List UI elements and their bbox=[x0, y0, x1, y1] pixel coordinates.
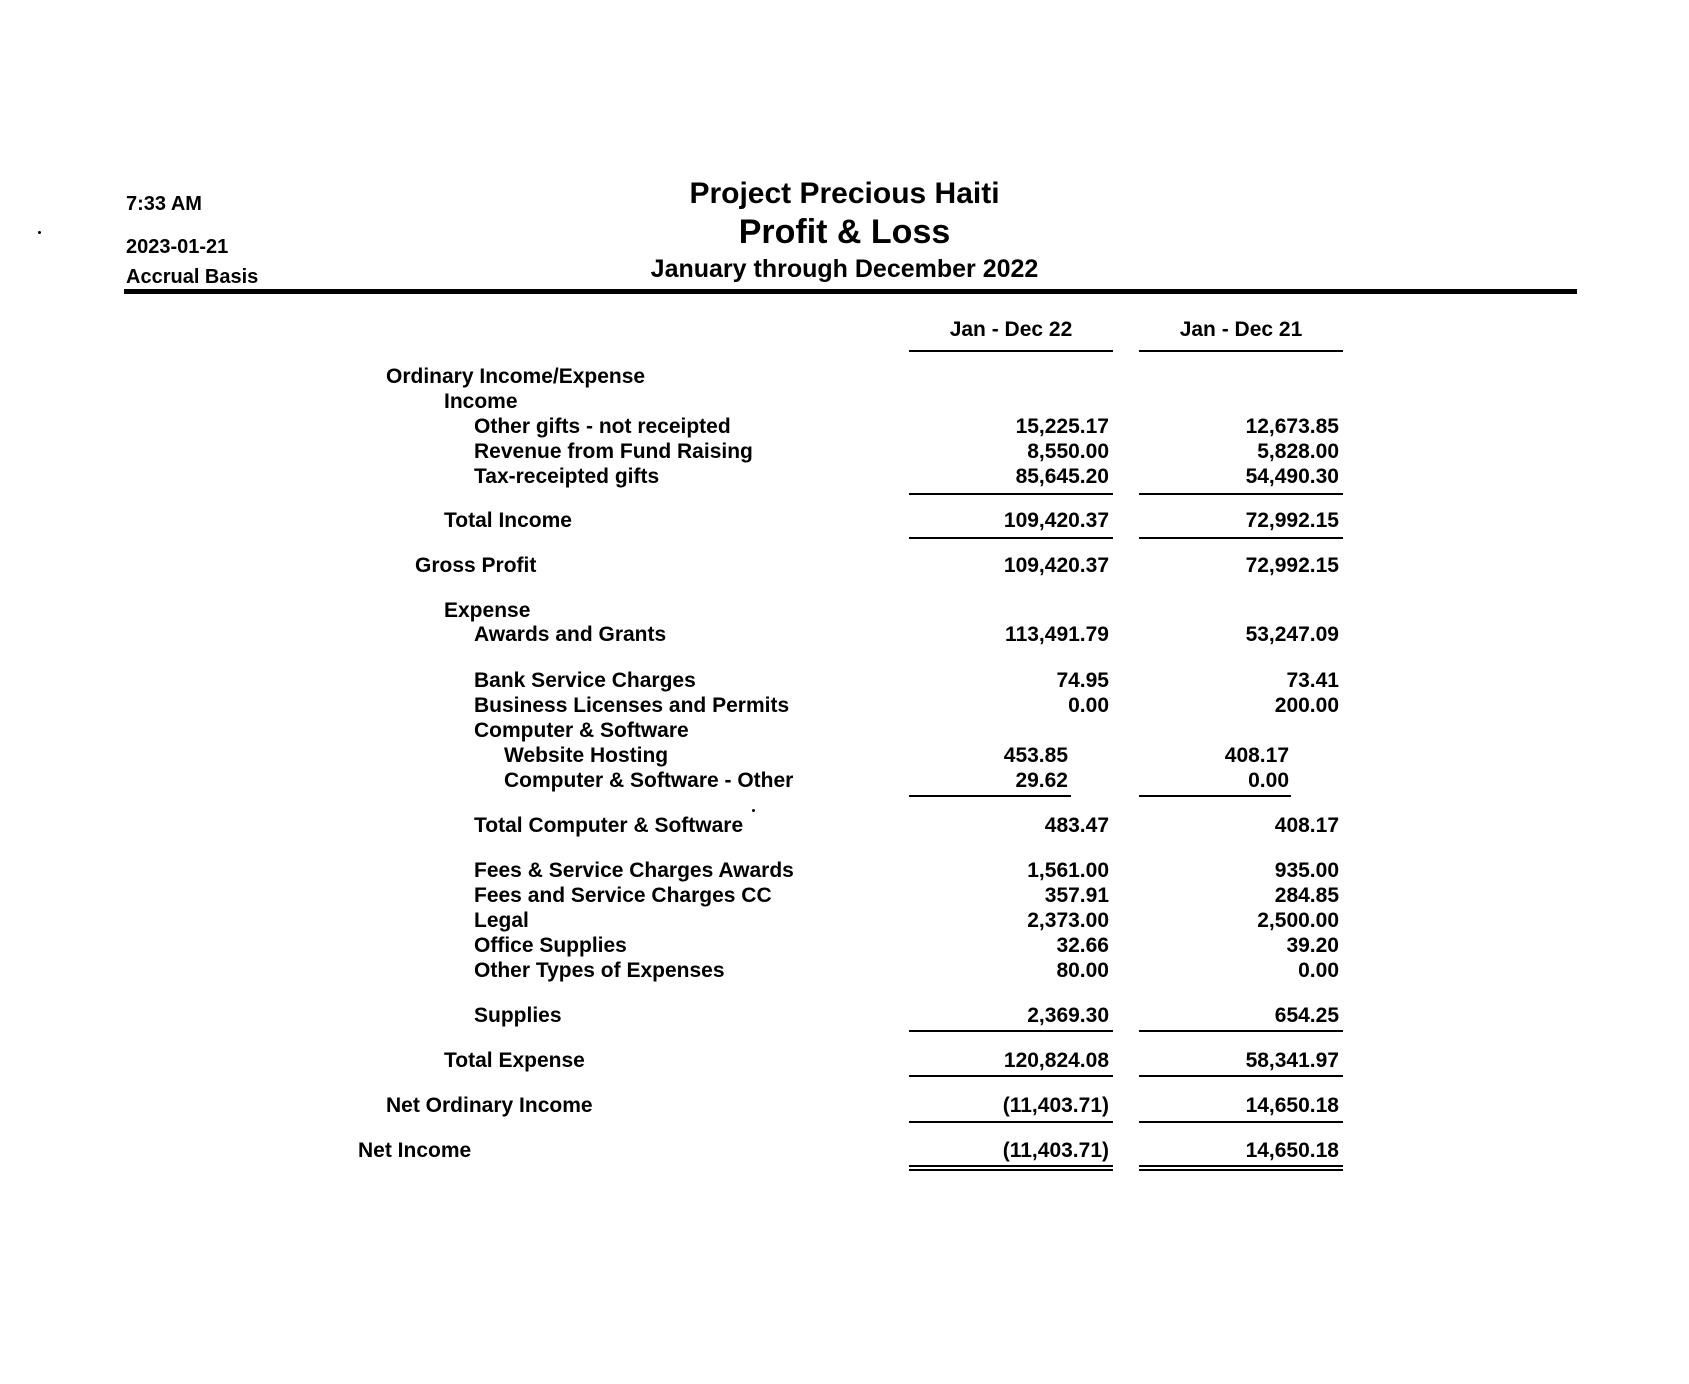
report-date: 2023-01-21 bbox=[126, 236, 229, 258]
table-row: Supplies 2,369.30 654.25 bbox=[474, 1004, 1339, 1027]
subtotal-rule bbox=[909, 493, 1113, 495]
column-header-underline bbox=[1139, 350, 1343, 352]
report-title: Profit & Loss bbox=[738, 213, 951, 251]
column-header-2021: Jan - Dec 21 bbox=[1179, 318, 1303, 341]
subtotal-rule bbox=[1139, 1030, 1343, 1032]
subtotal-rule bbox=[1139, 1121, 1343, 1123]
subtotal-rule bbox=[1139, 1075, 1343, 1077]
gross-profit-row: Gross Profit 109,420.37 72,992.15 bbox=[415, 554, 1339, 577]
subtotal-rule bbox=[909, 537, 1113, 539]
subtotal-rule bbox=[1139, 493, 1343, 495]
total-expense-row: Total Expense 120,824.08 58,341.97 bbox=[444, 1049, 1339, 1072]
section-ordinary-income-expense: Ordinary Income/Expense bbox=[386, 365, 646, 388]
section-computer-software: Computer & Software bbox=[474, 719, 689, 742]
table-row: Computer & Software - Other 29.62 0.00 bbox=[504, 769, 1289, 792]
net-ordinary-income-row: Net Ordinary Income (11,403.71) 14,650.18 bbox=[386, 1094, 1339, 1117]
total-income-row: Total Income 109,420.37 72,992.15 bbox=[444, 509, 1339, 532]
report-basis: Accrual Basis bbox=[126, 266, 259, 288]
table-row: Office Supplies 32.66 39.20 bbox=[474, 934, 1339, 957]
subtotal-rule bbox=[909, 1030, 1113, 1032]
table-row: Tax-receipted gifts 85,645.20 54,490.30 bbox=[474, 465, 1339, 488]
scan-speck bbox=[38, 231, 41, 234]
table-row: Revenue from Fund Raising 8,550.00 5,828.00 bbox=[474, 440, 1339, 463]
column-header-2022: Jan - Dec 22 bbox=[949, 318, 1073, 341]
table-row: Other gifts - not receipted 15,225.17 12,673.85 bbox=[474, 415, 1339, 438]
subtotal-rule bbox=[909, 795, 1071, 797]
company-name: Project Precious Haiti bbox=[689, 177, 1000, 210]
section-expense: Expense bbox=[444, 599, 531, 622]
header-rule bbox=[124, 289, 1577, 294]
section-income: Income bbox=[444, 390, 518, 413]
subtotal-rule bbox=[909, 1121, 1113, 1123]
table-row: Fees & Service Charges Awards 1,561.00 935.00 bbox=[474, 859, 1339, 882]
scan-speck bbox=[752, 809, 755, 812]
subtotal-rule bbox=[909, 1075, 1113, 1077]
table-row: Fees and Service Charges CC 357.91 284.85 bbox=[474, 884, 1339, 907]
report-period: January through December 2022 bbox=[650, 255, 1039, 283]
report-time: 7:33 AM bbox=[126, 193, 202, 215]
table-row: Business Licenses and Permits 0.00 200.00 bbox=[474, 694, 1339, 717]
table-row: Bank Service Charges 74.95 73.41 bbox=[474, 669, 1339, 692]
subtotal-rule bbox=[1139, 537, 1343, 539]
double-underline bbox=[1139, 1165, 1343, 1171]
table-row: Other Types of Expenses 80.00 0.00 bbox=[474, 959, 1339, 982]
table-row: Website Hosting 453.85 408.17 bbox=[504, 744, 1289, 767]
table-row: Legal 2,373.00 2,500.00 bbox=[474, 909, 1339, 932]
subtotal-rule bbox=[1139, 795, 1291, 797]
double-underline bbox=[909, 1165, 1113, 1171]
column-header-underline bbox=[909, 350, 1113, 352]
net-income-row: Net Income (11,403.71) 14,650.18 bbox=[358, 1139, 1339, 1162]
table-row: Awards and Grants 113,491.79 53,247.09 bbox=[474, 623, 1339, 646]
total-computer-software-row: Total Computer & Software 483.47 408.17 bbox=[474, 814, 1339, 837]
